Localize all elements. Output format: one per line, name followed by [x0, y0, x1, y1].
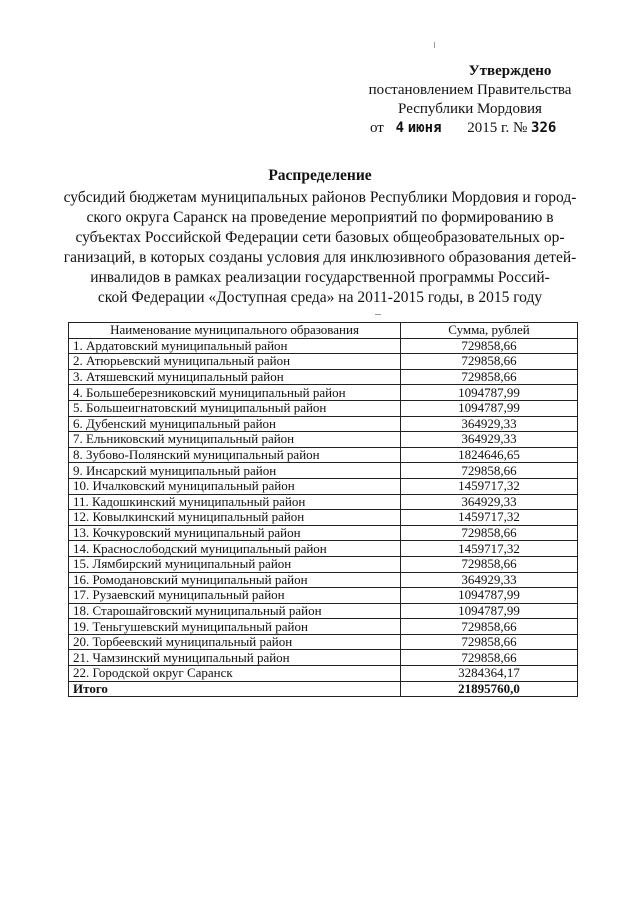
subsidy-amount: 1459717,32 [401, 478, 578, 494]
approved-label: Утверждено [468, 63, 552, 79]
table-row [69, 603, 578, 619]
date-day: 4 [395, 120, 405, 136]
table-row [69, 619, 578, 635]
municipality-name: 9. Инсарский муниципальный район [69, 463, 401, 479]
distribution-table [68, 322, 578, 697]
table-row [69, 385, 578, 401]
municipality-name: 7. Ельниковский муниципальный район [69, 432, 401, 448]
scan-mark [434, 42, 435, 48]
table-row [69, 463, 578, 479]
subsidy-amount: 729858,66 [401, 634, 578, 650]
title-line: ской Федерации «Доступная среда» на 2011-2015 годы, в 2015 году [97, 289, 543, 306]
municipality-name: 11. Кадошкинский муниципальный район [69, 494, 401, 510]
approval-line-2: Республики Мордовия [398, 101, 542, 117]
subsidy-amount: 364929,33 [401, 494, 578, 510]
municipality-name: 1. Ардатовский муниципальный район [69, 338, 401, 354]
table-row [69, 432, 578, 448]
municipality-name: 5. Большеигнатовский муниципальный район [69, 400, 401, 416]
subsidy-amount: 364929,33 [401, 572, 578, 588]
title-line: субъектах Российской Федерации сети базовых общеобразовательных ор- [75, 229, 565, 246]
title-heading: Распределение [268, 167, 372, 184]
column-header-name: Наименование муниципального образования [69, 323, 401, 339]
municipality-name: 14. Краснослободский муниципальный район [69, 541, 401, 557]
title-line: инвалидов в рамках реализации государственной программы Россий- [90, 269, 550, 286]
document-title [60, 166, 580, 308]
subsidy-amount: 729858,66 [401, 556, 578, 572]
subsidy-amount: 729858,66 [401, 619, 578, 635]
approval-line-1: постановлением Правительства [368, 82, 572, 98]
subsidy-amount: 1094787,99 [401, 400, 578, 416]
subsidy-amount: 729858,66 [401, 354, 578, 370]
title-line: ского округа Саранск на проведение мероприятий по формированию в [86, 209, 554, 226]
municipality-name: 12. Ковылкинский муниципальный район [69, 510, 401, 526]
title-line: субсидий бюджетам муниципальных районов Республики Мордовия и город- [63, 189, 577, 206]
approval-date-line [360, 119, 580, 138]
date-year: 2015 г. [467, 120, 510, 136]
subsidy-amount: 1094787,99 [401, 385, 578, 401]
table-row [69, 541, 578, 557]
table-row [69, 650, 578, 666]
table-row [69, 400, 578, 416]
municipality-name: 16. Ромодановский муниципальный район [69, 572, 401, 588]
subsidy-amount: 729858,66 [401, 338, 578, 354]
table-header-row [69, 323, 578, 339]
municipality-name: 3. Атяшевский муниципальный район [69, 369, 401, 385]
table-row [69, 525, 578, 541]
title-line: ганизаций, в которых созданы условия для инклюзивного образования детей- [63, 249, 577, 266]
table-row [69, 666, 578, 682]
table-row [69, 416, 578, 432]
subsidy-amount: 1459717,32 [401, 510, 578, 526]
municipality-name: 18. Старошайговский муниципальный район [69, 603, 401, 619]
municipality-name: 22. Городской округ Саранск [69, 666, 401, 682]
municipality-name: 20. Торбеевский муниципальный район [69, 634, 401, 650]
table-row [69, 634, 578, 650]
subsidy-amount: 1459717,32 [401, 541, 578, 557]
table-row [69, 354, 578, 370]
table-row [69, 588, 578, 604]
subsidy-amount: 1094787,99 [401, 603, 578, 619]
approval-block [360, 62, 580, 138]
subsidy-amount: 729858,66 [401, 525, 578, 541]
municipality-name: 21. Чамзинский муниципальный район [69, 650, 401, 666]
table-row [69, 556, 578, 572]
subsidy-amount: 729858,66 [401, 369, 578, 385]
municipality-name: 4. Большеберезниковский муниципальный район [69, 385, 401, 401]
table-row [69, 572, 578, 588]
date-month: июня [407, 120, 442, 136]
subsidy-amount: 364929,33 [401, 416, 578, 432]
table-row [69, 510, 578, 526]
subsidy-amount: 1824646,65 [401, 447, 578, 463]
municipality-name: 15. Лямбирский муниципальный район [69, 556, 401, 572]
column-header-sum: Сумма, рублей [401, 323, 578, 339]
municipality-name: 17. Рузаевский муниципальный район [69, 588, 401, 604]
table-row [69, 338, 578, 354]
subsidy-amount: 729858,66 [401, 650, 578, 666]
subsidy-amount: 364929,33 [401, 432, 578, 448]
municipality-name: 8. Зубово-Полянский муниципальный район [69, 447, 401, 463]
municipality-name: 19. Теньгушевский муниципальный район [69, 619, 401, 635]
document-number: 326 [531, 120, 557, 136]
table-body [69, 338, 578, 681]
municipality-name: 2. Атюрьевский муниципальный район [69, 354, 401, 370]
scan-mark [375, 314, 381, 315]
subsidy-amount: 1094787,99 [401, 588, 578, 604]
date-prefix: от [370, 120, 384, 136]
total-row [69, 681, 578, 697]
number-prefix: № [512, 120, 528, 136]
municipality-name: 6. Дубенский муниципальный район [69, 416, 401, 432]
table-row [69, 369, 578, 385]
subsidy-amount: 3284364,17 [401, 666, 578, 682]
municipality-name: 13. Кочкуровский муниципальный район [69, 525, 401, 541]
table-row [69, 494, 578, 510]
municipality-name: 10. Ичалковский муниципальный район [69, 478, 401, 494]
table-row [69, 478, 578, 494]
subsidy-amount: 729858,66 [401, 463, 578, 479]
total-label: Итого [69, 681, 401, 697]
total-sum: 21895760,0 [401, 681, 578, 697]
table-row [69, 447, 578, 463]
